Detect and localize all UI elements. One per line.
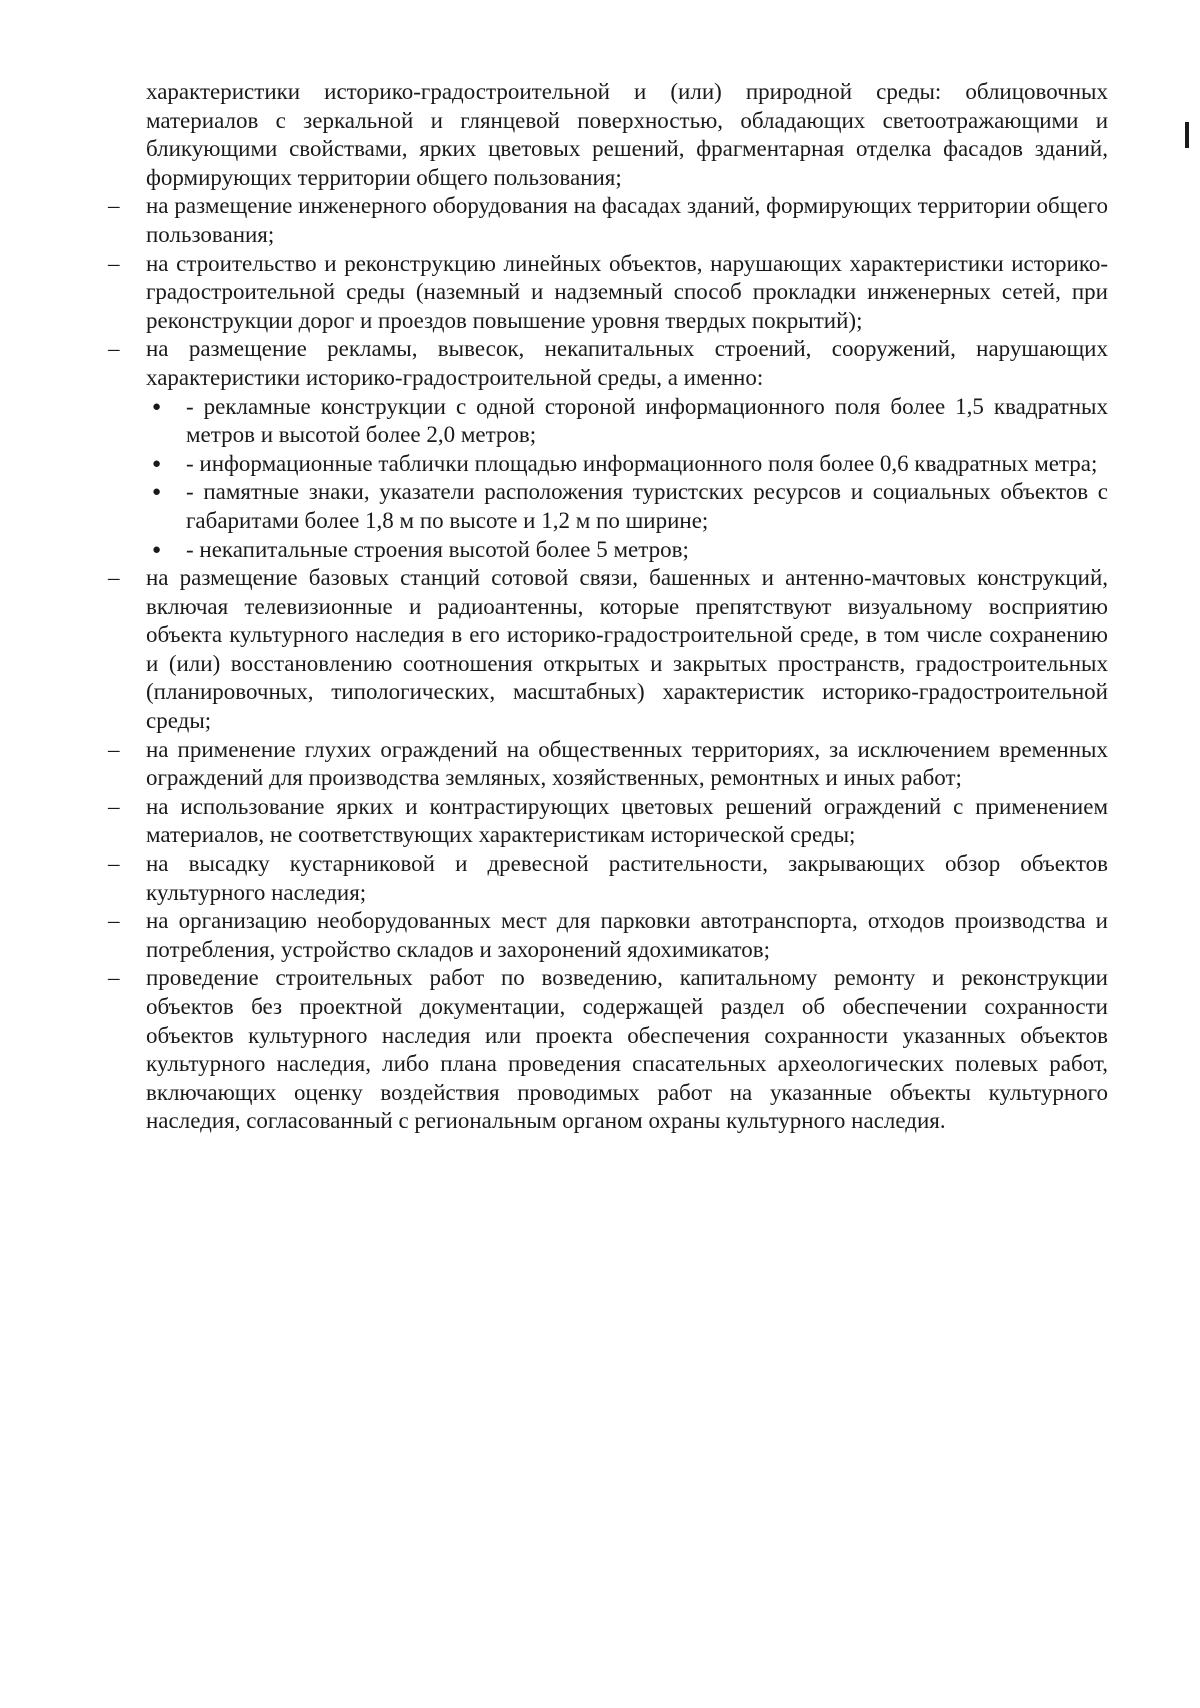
list-item [108,192,1108,249]
dash-marker: – [108,336,120,362]
list-item-text: на организацию необорудованных мест для парковки автотранспорта, отходов производства и потребления, устройство складов и захоронений ядохимикатов; [146,908,1108,962]
sub-list-item-text: - памятные знаки, указатели расположения туристских ресурсов и социальных объектов с габаритами более 1,8 м по высоте и 1,2 м по ширине; [186,479,1108,533]
list-item-text: на размещение базовых станций сотовой связи, башенных и антенно-мачтовых конструкций, включая телевизионные и радиоантенны, которые препятствуют визуальному восприятию объекта культурного наследия в его историко-градостроительной среде, в том числе сохранению и (или) восстановлению соотношения открытых и закрытых пространств, градостроительных (планировочных, типологических, масштабных) характеристик историко-градостроительной среды; [146,565,1108,734]
dash-marker: – [108,965,120,991]
list-item-text: на использование ярких и контрастирующих цветовых решений ограждений с применением материалов, не соответствующих характеристикам исторической среды; [146,793,1108,848]
sub-list-item [146,536,1108,565]
list-item [108,250,1108,336]
opening-paragraph: характеристики историко-градостроительной и (или) природной среды: облицовочных материалов с зеркальной и глянцевой поверхностью, обладающих светоотражающими и бликующими свойствами, ярких цветовых решений, фрагментарная отделка фасадов зданий, формирующих территории общего пользования; [146,79,1108,190]
list-item [108,736,1108,793]
sub-list-item [146,478,1108,535]
bullet-marker: ● [152,484,162,501]
list-item-text: на высадку кустарниковой и древесной растительности, закрывающих обзор объектов культурного наследия; [146,851,1108,905]
dash-marker: – [108,565,120,591]
list-item-text: на размещение рекламы, вывесок, некапитальных строений, сооружений, нарушающих характеристики историко-градостроительной среды, а именно: [146,336,1108,390]
dash-marker: – [108,908,120,934]
dash-marker: – [108,193,120,219]
sub-list-item [146,393,1108,450]
list-item [108,850,1108,907]
sub-list-item-text: - информационные таблички площадью информационного поля более 0,6 квадратных метра; [186,450,1098,476]
sub-list-item [146,450,1108,479]
bullet-marker: ● [152,455,162,472]
dash-marker: – [108,250,120,276]
dash-marker: – [108,851,120,877]
bullet-marker: ● [152,398,162,415]
list-item [108,964,1108,1136]
bullet-marker: ● [152,541,162,558]
list-item [108,335,1108,392]
dash-marker: – [108,793,120,819]
list-item [108,907,1108,964]
list-item-text: на размещение инженерного оборудования на фасадах зданий, формирующих территории общего пользования; [146,193,1108,247]
sub-list-item-text: - рекламные конструкции с одной стороной информационного поля более 1,5 квадратных метров и высотой более 2,0 метров; [186,393,1108,448]
scan-margin-mark [1185,122,1189,148]
list-item-text: на строительство и реконструкцию линейных объектов, нарушающих характеристики историко-градостроительной среды (наземный и надземный способ прокладки инженерных сетей, при реконструкции дорог и проездов повышение уровня твердых покрытий); [146,250,1108,333]
list-item-text: проведение строительных работ по возведению, капитальному ремонту и реконструкции объектов без проектной документации, содержащей раздел об обеспечении сохранности объектов культурного наследия или проекта обеспечения сохранности указанных объектов культурного наследия, либо плана проведения спасательных археологических полевых работ, включающих оценку воздействия проводимых работ на указанные объекты культурного наследия, согласованный с региональным органом охраны культурного наследия. [146,965,1108,1134]
list-item [108,793,1108,850]
sub-list-item-text: - некапитальные строения высотой более 5 метров; [186,536,689,562]
list-item [108,564,1108,736]
document-body [108,78,1108,1136]
list-item-text: на применение глухих ограждений на общественных территориях, за исключением временных ограждений для производства земляных, хозяйственных, ремонтных и иных работ; [146,736,1108,791]
dash-marker: – [108,736,120,762]
